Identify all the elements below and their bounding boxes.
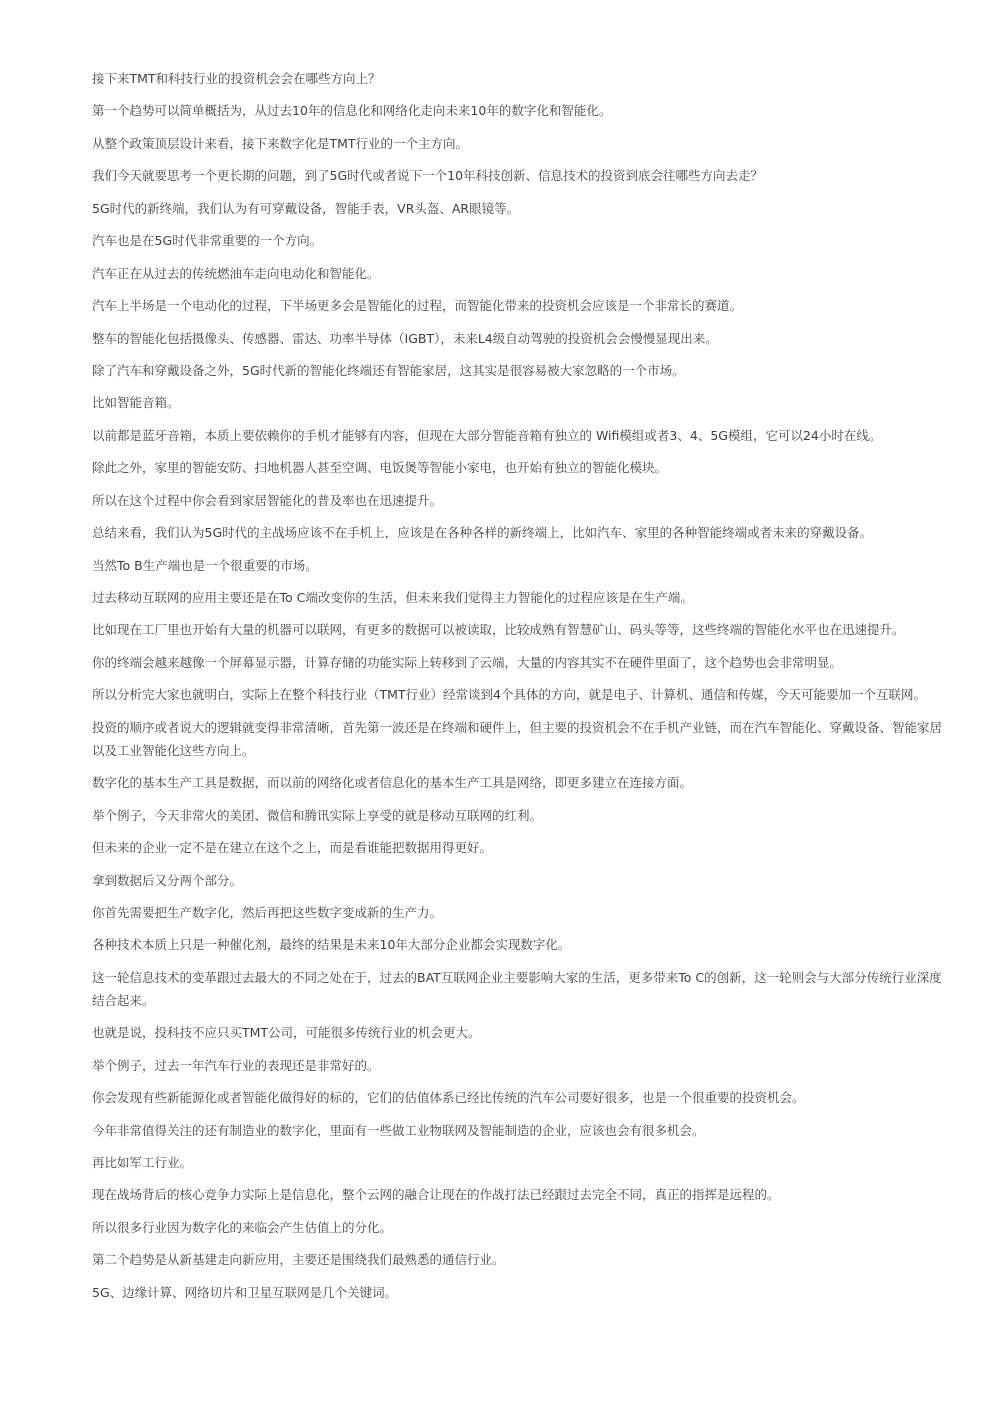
paragraph: 投资的顺序或者说大的逻辑就变得非常清晰，首先第一波还是在终端和硬件上，但主要的投资机会不在手机产业链，而在汽车智能化、穿戴设备、智能家居以及工业智能化这些方向上。 xyxy=(92,719,943,758)
paragraph: 接下来TMT和科技行业的投资机会会在哪些方向上？ xyxy=(92,71,381,86)
paragraph: 也就是说，投科技不应只买TMT公司，可能很多传统行业的机会更大。 xyxy=(92,1025,481,1041)
paragraph: 5G、边缘计算、网络切片和卫星互联网是几个关键词。 xyxy=(92,1284,398,1300)
paragraph: 所以很多行业因为数字化的来临会产生估值上的分化。 xyxy=(92,1219,393,1235)
paragraph: 但未来的企业一定不是在建立在这个之上，而是看谁能把数据用得更好。 xyxy=(92,840,493,856)
paragraph: 从整个政策顶层设计来看，接下来数字化是TMT行业的一个主方向。 xyxy=(92,135,469,151)
paragraph: 整车的智能化包括摄像头、传感器、雷达、功率半导体（IGBT），未来L4级自动驾驶的投资机会会慢慢显现出来。 xyxy=(92,330,718,346)
paragraph: 再比如军工行业。 xyxy=(92,1155,193,1170)
paragraph: 数字化的基本生产工具是数据，而以前的网络化或者信息化的基本生产工具是网络，即更多建立在连接方面。 xyxy=(92,775,693,791)
paragraph: 你会发现有些新能源化或者智能化做得好的标的，它们的估值体系已经比传统的汽车公司要好很多，也是一个很重要的投资机会。 xyxy=(92,1090,805,1106)
paragraph: 所以在这个过程中你会看到家居智能化的普及率也在迅速提升。 xyxy=(92,492,443,508)
paragraph: 以前都是蓝牙音箱，本质上要依赖你的手机才能够有内容，但现在大部分智能音箱有独立的 Wifi模组或者3、4、5G模组，它可以24小时在线。 xyxy=(92,427,882,443)
paragraph: 你首先需要把生产数字化，然后再把这些数字变成新的生产力。 xyxy=(92,904,443,920)
paragraph: 第二个趋势是从新基建走向新应用，主要还是围绕我们最熟悉的通信行业。 xyxy=(92,1252,505,1268)
paragraph: 举个例子，过去一年汽车行业的表现还是非常好的。 xyxy=(92,1057,380,1073)
paragraph: 除了汽车和穿戴设备之外，5G时代新的智能化终端还有智能家居，这其实是很容易被大家忽略的一个市场。 xyxy=(92,362,685,378)
paragraph: 这一轮信息技术的变革跟过去最大的不同之处在于，过去的BAT互联网企业主要影响大家的生活，更多带来To C的创新，这一轮则会与大部分传统行业深度结合起来。 xyxy=(92,969,942,1008)
paragraph: 拿到数据后又分两个部分。 xyxy=(92,872,243,888)
paragraph: 除此之外，家里的智能安防、扫地机器人甚至空调、电饭煲等智能小家电，也开始有独立的智能化模块。 xyxy=(92,460,668,476)
paragraph: 举个例子，今天非常火的美团、微信和腾讯实际上享受的就是移动互联网的红利。 xyxy=(92,807,543,823)
paragraph: 汽车正在从过去的传统燃油车走向电动化和智能化。 xyxy=(92,265,380,281)
paragraph: 过去移动互联网的应用主要还是在To C端改变你的生活，但未来我们觉得主力智能化的过程应该是在生产端。 xyxy=(92,590,693,605)
paragraph: 汽车也是在5G时代非常重要的一个方向。 xyxy=(92,233,323,249)
paragraph: 你的终端会越来越像一个屏幕显示器，计算存储的功能实际上转移到了云端，大量的内容其实不在硬件里面了，这个趋势也会非常明显。 xyxy=(92,654,843,670)
paragraph: 今年非常值得关注的还有制造业的数字化，里面有一些做工业物联网及智能制造的企业，应该也会有很多机会。 xyxy=(92,1122,705,1138)
paragraph: 我们今天就要思考一个更长期的问题，到了5G时代或者说下一个10年科技创新、信息技术的投资到底会往哪些方向去走？ xyxy=(92,168,764,184)
paragraph: 当然To B生产端也是一个很重要的市场。 xyxy=(92,557,318,573)
paragraph: 汽车上半场是一个电动化的过程，下半场更多会是智能化的过程，而智能化带来的投资机会应该是一个非常长的赛道。 xyxy=(92,298,743,314)
paragraph: 比如现在工厂里也开始有大量的机器可以联网，有更多的数据可以被读取，比较成熟有智慧矿山、码头等等，这些终端的智能化水平也在迅速提升。 xyxy=(92,622,905,638)
paragraph: 总结来看，我们认为5G时代的主战场应该不在手机上，应该是在各种各样的新终端上，比如汽车、家里的各种智能终端或者未来的穿戴设备。 xyxy=(92,525,873,541)
paragraph: 所以分析完大家也就明白，实际上在整个科技行业（TMT行业）经常谈到4个具体的方向，就是电子、计算机、通信和传媒，今天可能要加一个互联网。 xyxy=(92,687,927,703)
paragraph: 比如智能音箱。 xyxy=(92,395,180,411)
document-body xyxy=(92,67,944,1313)
paragraph: 现在战场背后的核心竞争力实际上是信息化，整个云网的融合让现在的作战打法已经跟过去完全不同，真正的指挥是远程的。 xyxy=(92,1187,780,1203)
paragraph: 各种技术本质上只是一种催化剂，最终的结果是未来10年大部分企业都会实现数字化。 xyxy=(92,937,571,953)
paragraph: 5G时代的新终端，我们认为有可穿戴设备，智能手表，VR头盔、AR眼镜等。 xyxy=(92,200,520,216)
paragraph: 第一个趋势可以简单概括为，从过去10年的信息化和网络化走向未来10年的数字化和智能化。 xyxy=(92,103,612,119)
